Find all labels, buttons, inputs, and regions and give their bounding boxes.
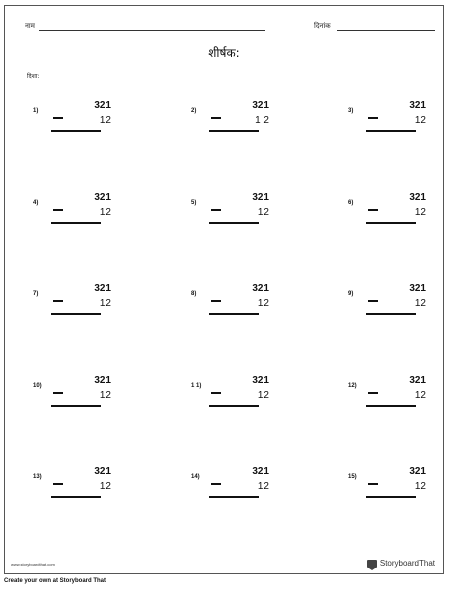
answer-line bbox=[366, 496, 416, 498]
problem-item bbox=[33, 466, 123, 516]
subtrahend: 12 bbox=[99, 481, 111, 492]
minus-sign-icon bbox=[53, 209, 63, 211]
brand-logo bbox=[367, 559, 435, 568]
problem-number: 1) bbox=[33, 108, 39, 114]
answer-line bbox=[366, 313, 416, 315]
answer-line bbox=[209, 130, 259, 132]
answer-line bbox=[51, 405, 101, 407]
minuend: 321 bbox=[94, 466, 111, 477]
minuend: 321 bbox=[94, 192, 111, 203]
minus-sign-icon bbox=[211, 117, 221, 119]
minuend: 321 bbox=[409, 192, 426, 203]
minus-sign-icon bbox=[211, 483, 221, 485]
subtrahend: 12 bbox=[414, 115, 426, 126]
minuend: 321 bbox=[409, 466, 426, 477]
problem-number: 4) bbox=[33, 200, 39, 206]
minus-sign-icon bbox=[211, 392, 221, 394]
minuend: 321 bbox=[252, 283, 269, 294]
subtrahend: 12 bbox=[257, 390, 269, 401]
answer-line bbox=[366, 130, 416, 132]
minuend: 321 bbox=[94, 283, 111, 294]
answer-line bbox=[209, 405, 259, 407]
problem-number: 2) bbox=[191, 108, 197, 114]
subtrahend: 12 bbox=[414, 481, 426, 492]
minuend: 321 bbox=[409, 283, 426, 294]
problem-number: 1 1) bbox=[191, 383, 202, 389]
problem-number: 13) bbox=[33, 474, 42, 480]
minus-sign-icon bbox=[368, 209, 378, 211]
problem-item bbox=[33, 192, 123, 242]
problem-item bbox=[348, 283, 438, 333]
problem-number: 12) bbox=[348, 383, 357, 389]
brand-name: StoryboardThat bbox=[379, 559, 435, 568]
answer-line bbox=[51, 496, 101, 498]
worksheet-page bbox=[4, 5, 444, 574]
minus-sign-icon bbox=[53, 483, 63, 485]
subtrahend: 12 bbox=[99, 207, 111, 218]
minuend: 321 bbox=[409, 100, 426, 111]
storyboard-logo-icon bbox=[367, 560, 377, 568]
subtrahend: 12 bbox=[99, 390, 111, 401]
minuend: 321 bbox=[409, 375, 426, 386]
subtrahend: 12 bbox=[99, 115, 111, 126]
answer-line bbox=[209, 496, 259, 498]
problem-number: 15) bbox=[348, 474, 357, 480]
answer-line bbox=[209, 222, 259, 224]
footer-caption: Create your own at Storyboard That bbox=[4, 578, 107, 584]
instructions-label: दिशा: bbox=[27, 73, 40, 80]
subtrahend: 12 bbox=[99, 298, 111, 309]
problem-number: 8) bbox=[191, 291, 197, 297]
minus-sign-icon bbox=[368, 117, 378, 119]
problem-item bbox=[191, 466, 281, 516]
minuend: 321 bbox=[252, 100, 269, 111]
minuend: 321 bbox=[252, 375, 269, 386]
subtrahend: 12 bbox=[257, 298, 269, 309]
problem-item bbox=[191, 375, 281, 425]
problem-number: 3) bbox=[348, 108, 354, 114]
minus-sign-icon bbox=[211, 300, 221, 302]
subtrahend: 12 bbox=[257, 481, 269, 492]
subtrahend: 1 2 bbox=[255, 115, 269, 126]
answer-line bbox=[209, 313, 259, 315]
minus-sign-icon bbox=[53, 392, 63, 394]
answer-line bbox=[51, 130, 101, 132]
problem-number: 9) bbox=[348, 291, 354, 297]
date-label: दिनांक bbox=[314, 22, 331, 30]
worksheet-title: शीर्षक: bbox=[208, 46, 240, 60]
footer-url: www.storyboardthat.com bbox=[11, 562, 55, 567]
problem-item bbox=[348, 192, 438, 242]
minuend: 321 bbox=[94, 375, 111, 386]
answer-line bbox=[51, 313, 101, 315]
problem-item bbox=[348, 466, 438, 516]
name-line bbox=[39, 30, 265, 31]
name-label: नाम bbox=[25, 22, 35, 30]
problem-item bbox=[191, 100, 281, 150]
minuend: 321 bbox=[252, 466, 269, 477]
minus-sign-icon bbox=[368, 392, 378, 394]
problem-item bbox=[33, 283, 123, 333]
answer-line bbox=[51, 222, 101, 224]
minuend: 321 bbox=[252, 192, 269, 203]
subtrahend: 12 bbox=[414, 207, 426, 218]
problem-number: 6) bbox=[348, 200, 354, 206]
problem-number: 5) bbox=[191, 200, 197, 206]
subtrahend: 12 bbox=[414, 298, 426, 309]
subtrahend: 12 bbox=[414, 390, 426, 401]
problem-number: 14) bbox=[191, 474, 200, 480]
minus-sign-icon bbox=[368, 483, 378, 485]
answer-line bbox=[366, 405, 416, 407]
date-line bbox=[337, 30, 435, 31]
problem-item bbox=[191, 283, 281, 333]
minus-sign-icon bbox=[53, 300, 63, 302]
problem-item bbox=[348, 375, 438, 425]
minus-sign-icon bbox=[211, 209, 221, 211]
answer-line bbox=[366, 222, 416, 224]
problem-item bbox=[191, 192, 281, 242]
problem-number: 10) bbox=[33, 383, 42, 389]
problem-number: 7) bbox=[33, 291, 39, 297]
problem-item bbox=[348, 100, 438, 150]
problem-item bbox=[33, 375, 123, 425]
subtrahend: 12 bbox=[257, 207, 269, 218]
minus-sign-icon bbox=[368, 300, 378, 302]
minuend: 321 bbox=[94, 100, 111, 111]
minus-sign-icon bbox=[53, 117, 63, 119]
problem-item bbox=[33, 100, 123, 150]
